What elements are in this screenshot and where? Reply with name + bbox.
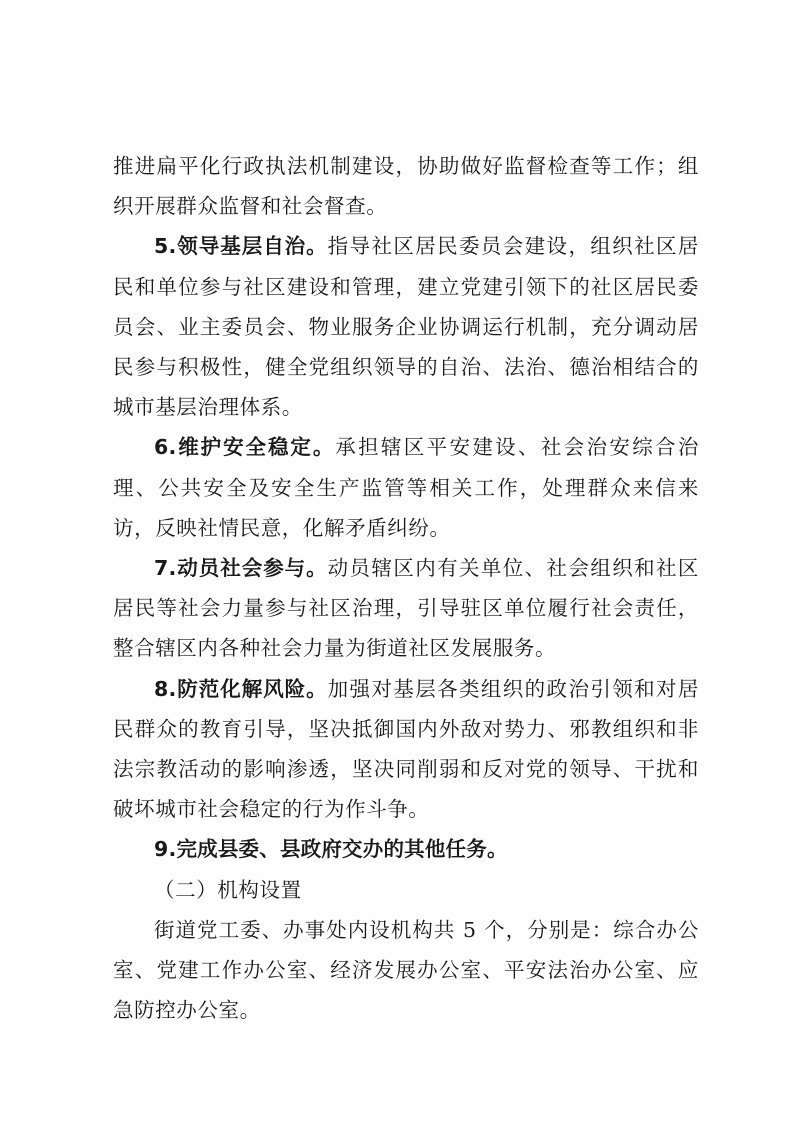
item-5-heading: 5.领导基层自治。: [154, 234, 328, 259]
continued-paragraph: [113, 146, 699, 226]
item-5-text: 指导社区居民委员会建设，组织社区居民和单位参与社区建设和管理，建立党建引领下的社区居民委员会、业主委员会、物业服务企业协调运行机制，充分调动居民参与积极性，健全党组织领导的自治、法治、德治相结合的城市基层治理体系。: [113, 234, 699, 420]
item-8-paragraph: [113, 669, 699, 830]
item-5-paragraph: [113, 226, 699, 427]
section-heading: [113, 870, 699, 910]
item-7-paragraph: [113, 548, 699, 669]
item-8-heading: 8.防范化解风险。: [154, 676, 328, 701]
continued-paragraph-text: 推进扁平化行政执法机制建设，协助做好监督检查等工作；组织开展群众监督和社会督查。: [113, 154, 699, 219]
item-7-text: 动员辖区内有关单位、社会组织和社区居民等社会力量参与社区治理，引导驻区单位履行社会责任，整合辖区内各种社会力量为街道社区发展服务。: [113, 556, 699, 661]
section-body-text: 街道党工委、办事处内设机构共 5 个，分别是：综合办公室、党建工作办公室、经济发展办公室、平安法治办公室、应急防控办公室。: [113, 917, 699, 1023]
item-6-text: 承担辖区平安建设、社会治安综合治理、公共安全及安全生产监管等相关工作，处理群众来信来访，反映社情民意，化解矛盾纠纷。: [113, 435, 699, 540]
section-heading-text: （二）机构设置: [154, 877, 302, 902]
item-9-paragraph: [113, 829, 699, 869]
item-6-paragraph: [113, 427, 699, 548]
item-9-heading: 9.完成县委、县政府交办的其他任务。: [154, 837, 508, 862]
section-body-paragraph: [113, 910, 699, 1031]
item-7-heading: 7.动员社会参与。: [154, 556, 328, 581]
item-6-heading: 6.维护安全稳定。: [154, 435, 336, 460]
document-body: [113, 146, 699, 1030]
item-8-text: 加强对基层各类组织的政治引领和对居民群众的教育引导，坚决抵御国内外敌对势力、邪教组织和非法宗教活动的影响渗透，坚决同削弱和反对党的领导、干扰和破坏城市社会稳定的行为作斗争。: [113, 676, 699, 822]
